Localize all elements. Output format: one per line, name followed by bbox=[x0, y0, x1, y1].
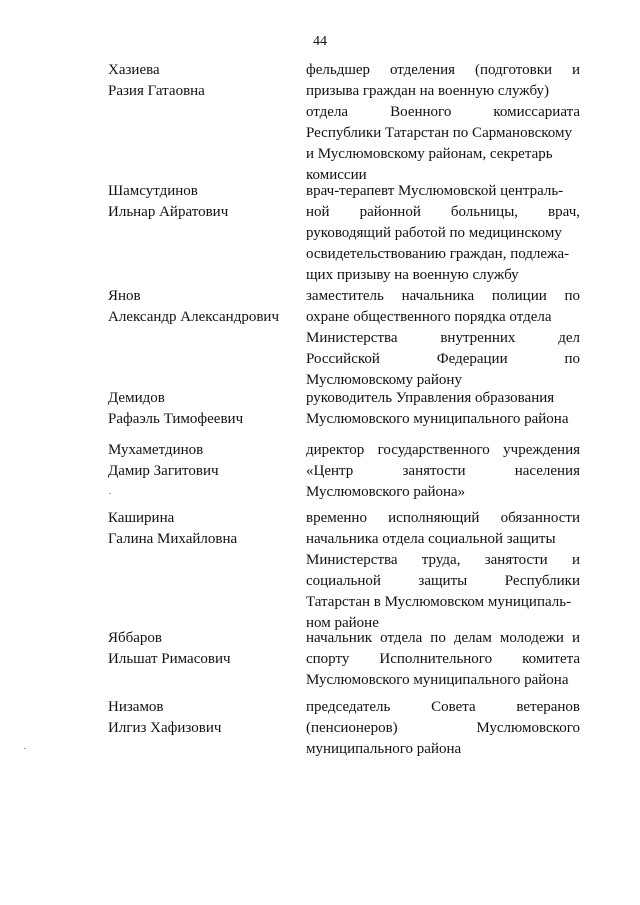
member-position bbox=[306, 286, 580, 391]
position-line: Муслюмовского муниципального района bbox=[306, 411, 569, 427]
member-position bbox=[306, 628, 580, 691]
member-surname: Хазиева bbox=[108, 62, 160, 78]
member-surname: Яббаров bbox=[108, 630, 163, 646]
member-position bbox=[306, 388, 580, 430]
member-given-names: Ильнар Айратович bbox=[108, 204, 229, 220]
position-line: руководитель Управления образования bbox=[306, 390, 555, 406]
member-position bbox=[306, 440, 580, 503]
member-position bbox=[306, 697, 580, 760]
position-line: фельдшер отделения (подготовки и bbox=[306, 62, 580, 78]
member-name bbox=[108, 697, 298, 739]
member-name bbox=[108, 181, 298, 223]
position-line: социальной защиты Республики bbox=[306, 573, 580, 589]
position-line: ном районе bbox=[306, 615, 379, 631]
position-line: начальника отдела социальной защиты bbox=[306, 531, 556, 547]
member-surname: Мухаметдинов bbox=[108, 442, 204, 458]
page-number: 44 bbox=[313, 34, 327, 49]
member-position bbox=[306, 60, 580, 186]
member-surname: Низамов bbox=[108, 699, 164, 715]
position-line: Муслюмовскому району bbox=[306, 372, 462, 388]
position-line: отдела Военного комиссариата bbox=[306, 104, 580, 120]
member-given-names: Ильшат Римасович bbox=[108, 651, 231, 667]
member-surname: Каширина bbox=[108, 510, 175, 526]
position-line: врач-терапевт Муслюмовской централь- bbox=[306, 183, 564, 199]
member-surname: Янов bbox=[108, 288, 141, 304]
position-line: комиссии bbox=[306, 167, 367, 183]
position-line: начальник отдела по делам молодежи и bbox=[306, 630, 580, 646]
position-line: директор государственного учреждения bbox=[306, 442, 580, 458]
position-line: охране общественного порядка отдела bbox=[306, 309, 552, 325]
position-line: щих призыву на военную службу bbox=[306, 267, 519, 283]
member-given-names: Дамир Загитович bbox=[108, 463, 219, 479]
position-line: «Центр занятости населения bbox=[306, 463, 580, 479]
member-name bbox=[108, 388, 298, 430]
member-name bbox=[108, 286, 298, 328]
position-line: заместитель начальника полиции по bbox=[306, 288, 580, 304]
position-line: Муслюмовского района» bbox=[306, 484, 466, 500]
position-line: временно исполняющий обязанности bbox=[306, 510, 580, 526]
member-name bbox=[108, 508, 298, 550]
position-line: Республики Татарстан по Сармановскому bbox=[306, 125, 572, 141]
position-line: ной районной больницы, врач, bbox=[306, 204, 580, 220]
member-surname: Демидов bbox=[108, 390, 165, 406]
member-given-names: Галина Михайловна bbox=[108, 531, 238, 547]
scan-speck bbox=[109, 493, 111, 494]
position-line: Татарстан в Муслюмовском муниципаль- bbox=[306, 594, 572, 610]
member-given-names: Рафаэль Тимофеевич bbox=[108, 411, 244, 427]
member-position bbox=[306, 181, 580, 286]
member-name bbox=[108, 60, 298, 102]
position-line: спорту Исполнительного комитета bbox=[306, 651, 580, 667]
member-name bbox=[108, 628, 298, 670]
position-line: Министерства труда, занятости и bbox=[306, 552, 580, 568]
position-line: Российской Федерации по bbox=[306, 351, 580, 367]
member-given-names: Разия Гатаовна bbox=[108, 83, 205, 99]
position-line: (пенсионеров) Муслюмовского bbox=[306, 720, 580, 736]
member-given-names: Илгиз Хафизович bbox=[108, 720, 222, 736]
member-position bbox=[306, 508, 580, 634]
scan-speck bbox=[24, 748, 26, 749]
member-given-names: Александр Александрович bbox=[108, 309, 279, 325]
member-name bbox=[108, 440, 298, 482]
member-surname: Шамсутдинов bbox=[108, 183, 198, 199]
position-line: Министерства внутренних дел bbox=[306, 330, 580, 346]
position-line: освидетельствованию граждан, подлежа- bbox=[306, 246, 570, 262]
position-line: руководящий работой по медицинскому bbox=[306, 225, 562, 241]
position-line: призыва граждан на военную службу) bbox=[306, 83, 550, 99]
position-line: председатель Совета ветеранов bbox=[306, 699, 580, 715]
position-line: Муслюмовского муниципального района bbox=[306, 672, 569, 688]
position-line: и Муслюмовскому районам, секретарь bbox=[306, 146, 553, 162]
position-line: муниципального района bbox=[306, 741, 462, 757]
